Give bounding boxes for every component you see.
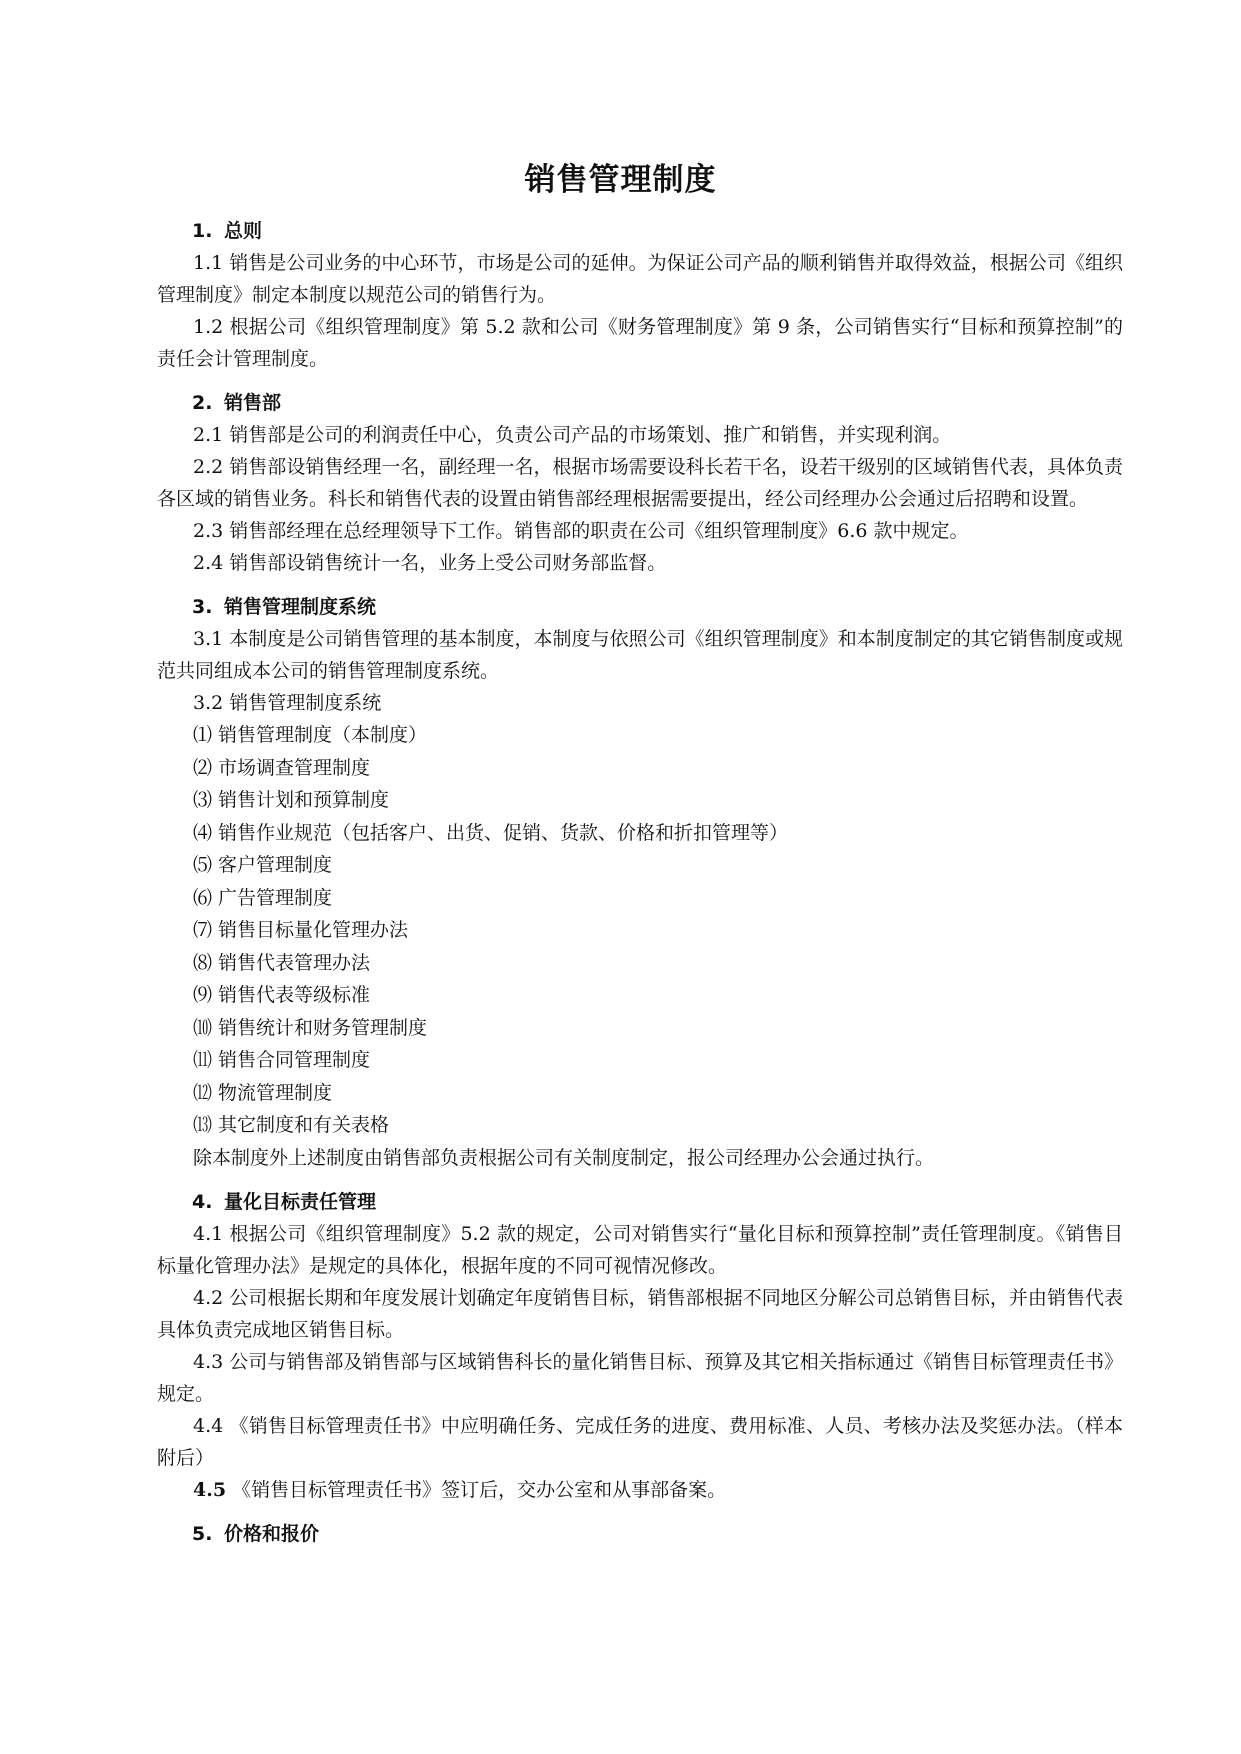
section-heading-1	[157, 215, 1123, 247]
section-heading-5	[157, 1518, 1123, 1550]
paragraph-1-2: 1.2 根据公司《组织管理制度》第 5.2 款和公司《财务管理制度》第 9 条，公司销售实行“目标和预算控制”的责任会计管理制度。	[157, 316, 1123, 370]
paragraph-3-2: 3.2 销售管理制度系统	[193, 692, 382, 714]
section-number: 2.	[192, 392, 213, 414]
list-item: ⑺ 销售目标量化管理办法	[193, 919, 409, 941]
paragraph-4-2: 4.2 公司根据长期和年度发展计划确定年度销售目标，销售部根据不同地区分解公司总销售目标，并由销售代表具体负责完成地区销售目标。	[157, 1287, 1123, 1341]
list-item: ⑻ 销售代表管理办法	[193, 951, 371, 974]
list-item: ⑷ 销售作业规范（包括客户、出货、促销、货款、价格和折扣管理等）	[193, 821, 789, 844]
section-title: 量化目标责任管理	[224, 1191, 377, 1213]
list-item: ⑸ 客户管理制度	[193, 854, 333, 876]
paragraph-2-4: 2.4 销售部设销售统计一名，业务上受公司财务部监督。	[193, 552, 667, 574]
list-item: ⑼ 销售代表等级标准	[193, 984, 371, 1006]
paragraph-1-1: 1.1 销售是公司业务的中心环节，市场是公司的延伸。为保证公司产品的顺利销售并取得效益，根据公司《组织管理制度》制定本制度以规范公司的销售行为。	[157, 252, 1123, 306]
list-closing-note: 除本制度外上述制度由销售部负责根据公司有关制度制定，报公司经理办公会通过执行。	[193, 1146, 935, 1169]
paragraph-4-1: 4.1 根据公司《组织管理制度》5.2 款的规定，公司对销售实行“量化目标和预算控制”责任管理制度。《销售目标量化管理办法》是规定的具体化，根据年度的不同可视情况修改。	[157, 1223, 1123, 1277]
list-item: ⒀ 其它制度和有关表格	[193, 1114, 390, 1136]
list-item: ⑵ 市场调查管理制度	[193, 756, 371, 779]
paragraph-4-5	[157, 1474, 1123, 1506]
list-item: ⑶ 销售计划和预算制度	[193, 789, 390, 811]
section-heading-3	[157, 591, 1123, 623]
section-number: 3.	[192, 596, 213, 618]
paragraph-text: 《销售目标管理责任书》签订后，交办公室和从事部备案。	[226, 1479, 727, 1501]
section-title: 销售部	[224, 392, 282, 414]
section-heading-2	[157, 387, 1123, 419]
section-number: 1.	[192, 220, 213, 242]
document-title: 销售管理制度	[524, 162, 717, 198]
paragraph-4-4: 4.4 《销售目标管理责任书》中应明确任务、完成任务的进度、费用标准、人员、考核办法及奖惩办法。（样本附后）	[157, 1415, 1123, 1469]
list-item: ⑾ 销售合同管理制度	[193, 1049, 371, 1071]
list-item: ⑹ 广告管理制度	[193, 886, 333, 909]
document-body	[157, 215, 1123, 1550]
paragraph-number: 4.5	[193, 1479, 227, 1501]
list-item: ⑿ 物流管理制度	[193, 1081, 333, 1104]
list-item: ⑴ 销售管理制度（本制度）	[193, 724, 428, 746]
paragraph-2-3: 2.3 销售部经理在总经理领导下工作。销售部的职责在公司《组织管理制度》6.6 款中规定。	[193, 520, 969, 542]
paragraph-3-1: 3.1 本制度是公司销售管理的基本制度，本制度与依照公司《组织管理制度》和本制度制定的其它销售制度或规范共同组成本公司的销售管理制度系统。	[157, 628, 1123, 682]
paragraph-2-2: 2.2 销售部设销售经理一名，副经理一名，根据市场需要设科长若干名，设若干级别的区域销售代表，具体负责各区域的销售业务。科长和销售代表的设置由销售部经理根据需要提出，经公司经理办公会通过后招聘和设置。	[157, 456, 1123, 510]
section-number: 4.	[192, 1191, 213, 1213]
paragraph-2-1: 2.1 销售部是公司的利润责任中心，负责公司产品的市场策划、推广和销售，并实现利润。	[193, 424, 952, 446]
section-title: 价格和报价	[224, 1523, 320, 1545]
section-title: 总则	[224, 220, 263, 242]
list-item: ⑽ 销售统计和财务管理制度	[193, 1016, 428, 1039]
section-heading-4	[157, 1186, 1123, 1218]
section-title: 销售管理制度系统	[224, 596, 377, 618]
section-number: 5.	[192, 1523, 213, 1545]
paragraph-4-3: 4.3 公司与销售部及销售部与区域销售科长的量化销售目标、预算及其它相关指标通过《销售目标管理责任书》规定。	[157, 1351, 1123, 1405]
